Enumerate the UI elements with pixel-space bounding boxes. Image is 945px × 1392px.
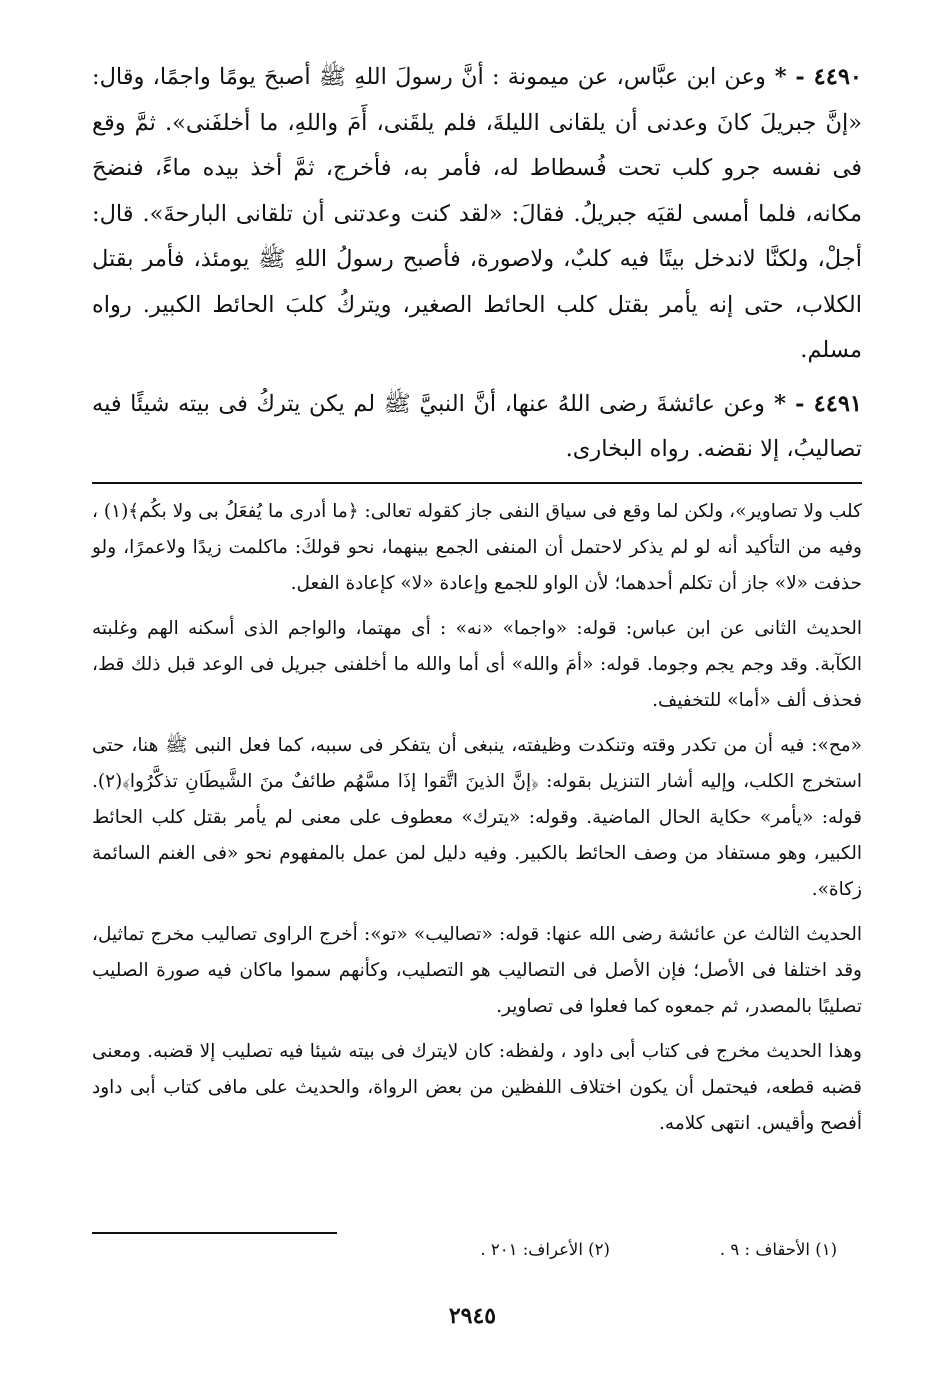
footnote-1: (١) الأحقاف : ٩ . (719, 1240, 837, 1259)
commentary-paragraph: الحديث الثالث عن عائشة رضى الله عنها: قوله: «تصاليب» «تو»: أخرج الراوى تصاليب مخرج تماثيل، وقد اختلفا فى الأصل؛ فإن الأصل فى التصاليب هو التصليب، وكأنهم سموا ماكان فيه صورة الصليب تصليبًا بالمصدر، ثم جمعوه كما فعلوا فى تصاوير. (92, 923, 862, 1017)
section-divider (92, 482, 862, 484)
footnote-2: (٢) الأعراف: ٢٠١ . (480, 1240, 610, 1259)
footnotes (317, 1240, 837, 1259)
page-body (92, 55, 862, 1151)
commentary-paragraph: «مح»: فيه أن من تكدر وقته وتنكدت وظيفته، ينبغى أن يتفكر فى سببه، كما فعل النبى ﷺ هنا، حتى استخرج الكلب، وإليه أشار التنزيل بقوله: ﴿إنَّ الذينَ اتَّقوا إذَا مسَّهُم طائفٌ منَ الشَّيطَانِ تذكَّرُوا﴾(٢). قوله: «يأمر» حكاية الحال الماضية. وقوله: «يترك» معطوف على معنى لم يأمر بقتل كلب الحائط الكبير، وهو مستفاد من وصف الحائط بالكبير. وفيه دليل لمن عمل بالمفهوم نحو «فى الغنم السائمة زكاة». (92, 734, 862, 900)
commentary-paragraph: وهذا الحديث مخرج فى كتاب أبى داود ، ولفظه: كان لايترك فى بيته شيئا فيه تصليب إلا قضبه. ومعنى قضبه قطعه، فيحتمل أن يكون اختلاف اللفظين من بعض الرواة، والحديث على مافى كتاب أبى داود أفصح وأقيس. انتهى كلامه. (92, 1040, 862, 1134)
page-number: ٢٩٤٥ (448, 1303, 497, 1329)
footnote-rule (92, 1232, 337, 1234)
hadith-4490 (92, 55, 862, 374)
hadith-text: وعن عائشةَ رضى اللهُ عنها، أنَّ النبيَّ ﷺ لم يكن يتركُ فى بيته شيئًا فيه تصاليبُ، إلا نقضه. رواه البخارى. (92, 390, 862, 462)
hadith-text: وعن ابن عبَّاس، عن ميمونة : أنَّ رسولَ اللهِ ﷺ أصبحَ يومًا واجمًا، وقال: «إنَّ جبريلَ كانَ وعدنى أن يلقانى الليلةَ، فلم يلقَنى، أَمَ واللهِ، ما أخلفَنى». ثمَّ وقع فى نفسه جرو كلب تحت فُسطاط له، فأمر به، فأخرج، ثمَّ أخذ بيده ماءً، فنضحَ مكانه، فلما أمسى لقيَه جبريلُ. فقالَ: «لقد كنت وعدتنى أن تلقانى البارحةَ». قال: أجلْ، ولكنَّا لاندخل بيتًا فيه كلبٌ، ولاصورة، فأصبح رسولُ اللهِ ﷺ يومئذ، فأمر بقتل الكلاب، حتى إنه يأمر بقتل كلب الحائط الصغير، ويتركُ كلبَ الحائط الكبير. رواه مسلم. (92, 64, 862, 363)
hadith-number: ٤٤٩٠ - * (765, 64, 862, 90)
commentary-paragraph: كلب ولا تصاوير»، ولكن لما وقع فى سياق النفى جاز كقوله تعالى: ﴿ما أدرى ما يُفعَلُ بى ولا بكُم﴾(١) ، وفيه من التأكيد أنه لو لم يذكر لاحتمل أن المنفى الجمع بينهما، نحو قولكَ: ماكلمت زيدًا ولاعمرًا، ولو حذفت «لا» جاز أن تكلم أحدهما؛ لأن الواو للجمع وإعادة «لا» كإعادة الفعل. (92, 500, 862, 594)
hadith-number: ٤٤٩١ - * (764, 390, 863, 417)
hadith-4491 (92, 382, 862, 473)
commentary-paragraph: الحديث الثانى عن ابن عباس: قوله: «واجما» «نه» : أى مهتما، والواجم الذى أسكنه الهم وغلبته الكآبة. وقد وجم يجم وجوما. قوله: «أمَ والله» أى أما والله ما أخلفنى جبريل فى الوعد قبل ذلك قط، فحذف ألف «أما» للتخفيف. (92, 617, 862, 711)
